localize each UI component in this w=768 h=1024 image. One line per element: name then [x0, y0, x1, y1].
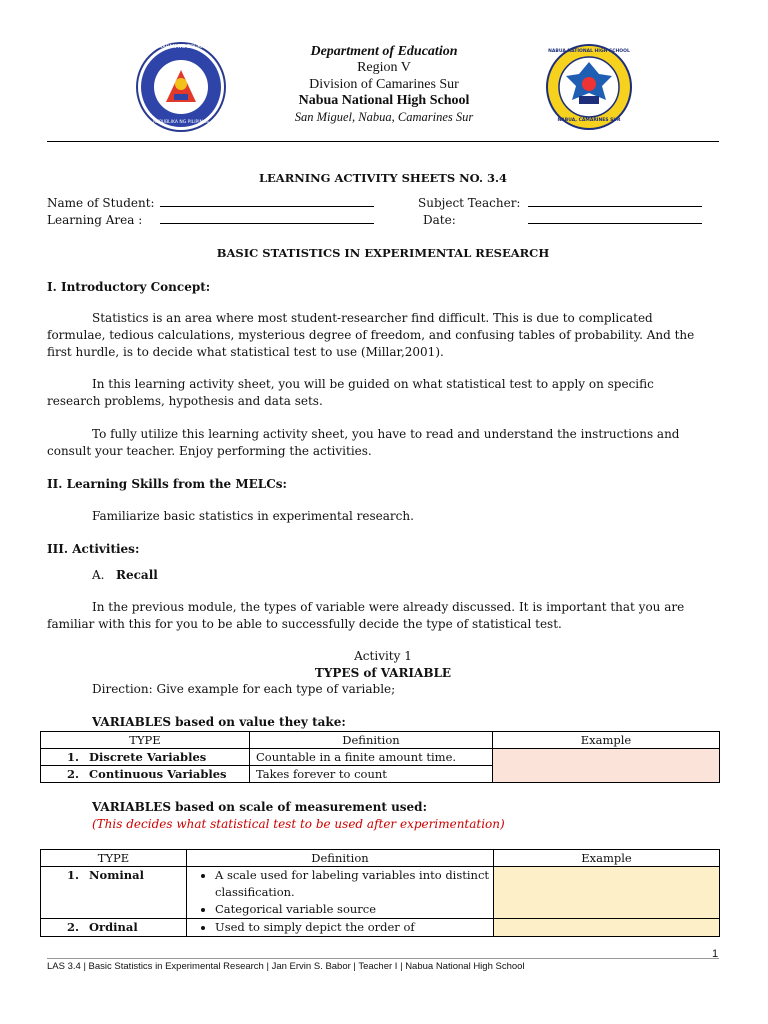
table-header-row: [41, 850, 720, 867]
skills-heading: II. Learning Skills from the MELCs:: [47, 477, 287, 491]
intro-p3-line1: To fully utilize this learning activity sheet, you have to read and understand the instructions and: [92, 427, 680, 441]
definition-bullet: • Used to simply depict the order of: [215, 919, 493, 936]
school-address: San Miguel, Nabua, Camarines Sur: [294, 110, 474, 124]
definition-cell: Countable in a finite amount time.: [250, 749, 493, 766]
row-number: 1.: [67, 750, 80, 764]
intro-p1-line3: first hurdle, is to decide what statistical test to use (Millar,2001).: [47, 345, 444, 359]
deped-seal-logo: [136, 42, 226, 132]
definition-cell: [187, 867, 494, 919]
table-row: [41, 867, 720, 919]
definition-bullet: • Categorical variable source: [215, 901, 493, 918]
example-cell[interactable]: [493, 749, 720, 783]
sheet-title: LEARNING ACTIVITY SHEETS NO. 3.4: [258, 171, 508, 185]
footer-text: LAS 3.4 | Basic Statistics in Experimental Research | Jan Ervin S. Babor | Teacher I | Nabua National High School: [47, 961, 525, 972]
school-seal-subtext: NABUA, CAMARINES SUR: [557, 118, 621, 123]
type-label: Ordinal: [89, 920, 138, 934]
col-definition: Definition: [187, 850, 494, 867]
col-type: TYPE: [41, 732, 250, 749]
variables-scale-table: [40, 849, 720, 937]
table1-caption: VARIABLES based on value they take:: [92, 715, 346, 729]
definition-cell: Takes forever to count: [250, 766, 493, 783]
activities-heading: III. Activities:: [47, 542, 140, 556]
table2-note: (This decides what statistical test to be used after experimentation): [92, 817, 505, 831]
col-type: TYPE: [41, 850, 187, 867]
skills-text: Familiarize basic statistics in experimental research.: [92, 509, 414, 523]
region: Region V: [357, 60, 411, 75]
date-field[interactable]: [528, 213, 702, 224]
row-number: 1.: [67, 868, 80, 882]
type-label: Nominal: [89, 868, 144, 882]
intro-p2-line1: In this learning activity sheet, you will be guided on what statistical test to apply on specific: [92, 377, 654, 391]
subject-teacher-label: Subject Teacher:: [418, 196, 521, 210]
activity-title: TYPES of VARIABLE: [314, 666, 452, 680]
definition-cell: [187, 919, 494, 937]
table-row: [41, 749, 720, 766]
intro-p2-line2: research problems, hypothesis and data sets.: [47, 394, 323, 408]
recall-title: Recall: [116, 568, 158, 582]
page-number: 1: [712, 948, 719, 960]
direction: Direction: Give example for each type of variable;: [92, 682, 396, 696]
table-header-row: [41, 732, 720, 749]
intro-p3-line2: consult your teacher. Enjoy performing the activities.: [47, 444, 372, 458]
school-name: Nabua National High School: [298, 93, 470, 108]
definition-bullet: • A scale used for labeling variables into distinct classification.: [215, 867, 493, 901]
example-cell[interactable]: [494, 919, 720, 937]
activity-label: Activity 1: [354, 649, 412, 663]
recall-line2: familiar with this for you to be able to successfully decide the type of statistical test.: [47, 617, 562, 631]
division: Division of Camarines Sur: [309, 77, 459, 92]
intro-heading: I. Introductory Concept:: [47, 280, 211, 294]
table2-caption: VARIABLES based on scale of measurement used:: [92, 800, 427, 814]
recall-letter: A.: [92, 568, 105, 582]
intro-p1-line2: formulae, tedious calculations, mysterious degree of freedom, and confusing tables of probability. And the: [47, 328, 695, 342]
subject-teacher-field[interactable]: [528, 196, 702, 207]
type-cell: [41, 919, 187, 937]
footer-divider: [47, 958, 719, 959]
col-example: Example: [493, 732, 720, 749]
learning-area-field[interactable]: [160, 213, 374, 224]
type-label: Discrete Variables: [89, 750, 207, 764]
recall-line1: In the previous module, the types of variable were already discussed. It is important that you are: [92, 600, 685, 614]
intro-p1-line1: Statistics is an area where most student-researcher find difficult. This is due to complicated: [92, 311, 653, 325]
date-label: Date:: [423, 213, 456, 227]
seal-subtext: REPUBLIKA NG PILIPINAS: [153, 120, 209, 125]
student-name-field[interactable]: [160, 196, 374, 207]
type-cell: [41, 749, 250, 766]
seal-text: KAGAWARAN NG EDUKASYON: [144, 44, 218, 50]
dept-name: Department of Education: [310, 44, 458, 59]
school-seal-logo: [546, 44, 632, 130]
col-example: Example: [494, 850, 720, 867]
row-number: 2.: [67, 920, 80, 934]
col-definition: Definition: [250, 732, 493, 749]
header-divider: [47, 141, 719, 142]
example-cell[interactable]: [494, 867, 720, 919]
school-seal-text: NABUA NATIONAL HIGH SCHOOL: [548, 49, 630, 54]
variables-value-table: [40, 731, 720, 783]
type-cell: [41, 766, 250, 783]
type-label: Continuous Variables: [89, 767, 227, 781]
student-name-label: Name of Student:: [47, 196, 155, 210]
main-title: BASIC STATISTICS IN EXPERIMENTAL RESEARCH: [216, 246, 550, 260]
type-cell: [41, 867, 187, 919]
table-row: [41, 919, 720, 937]
learning-area-label: Learning Area :: [47, 213, 143, 227]
row-number: 2.: [67, 767, 80, 781]
